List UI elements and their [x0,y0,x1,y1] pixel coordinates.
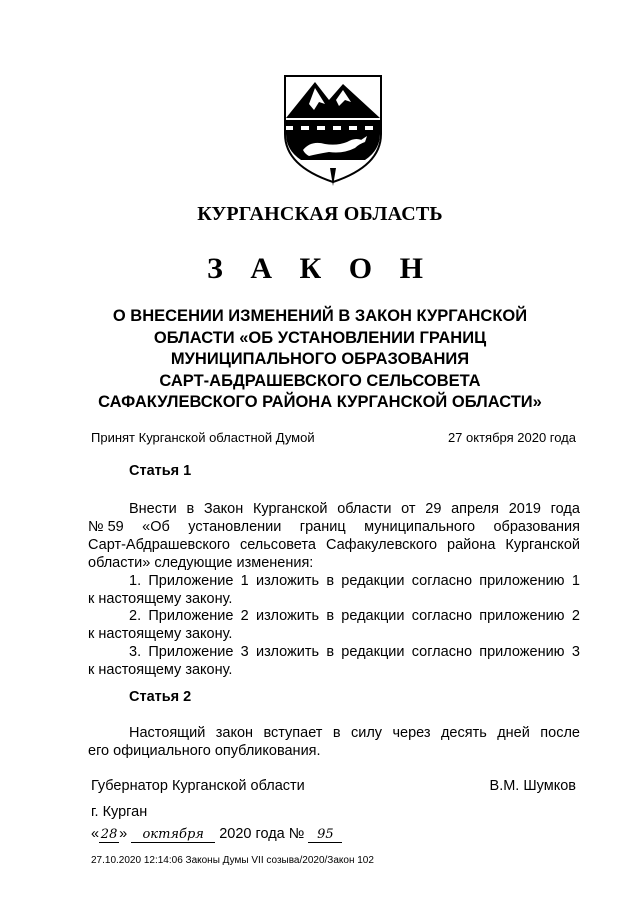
subtitle-line: О ВНЕСЕНИИ ИЗМЕНЕНИЙ В ЗАКОН КУРГАНСКОЙ [112,307,528,325]
year-text: 2020 года № [219,826,305,842]
governor-position: Губернатор Курганской области [91,778,305,794]
article-2-title: Статья 2 [129,689,192,705]
article-1-line: № 59 «Об установлении границ муниципального образования [88,518,580,535]
adopted-by-label: Принят Курганской областной Думой [91,430,315,445]
signing-date-line [91,826,342,843]
article-1-item-tail: к настоящему закону. [88,590,233,607]
article-1-line: Сарт-Абдрашевского сельсовета Сафакулевского района Курганской [88,536,580,553]
handwritten-month: октября [131,827,215,843]
article-2-body [88,725,580,761]
subtitle-line: САРТ-АБДРАШЕВСКОГО СЕЛЬСОВЕТА [159,371,481,390]
open-quote: « [91,826,100,842]
law-subtitle [80,306,560,414]
article-1-item-tail: к настоящему закону. [88,662,233,679]
article-1-item: 3. Приложение 3 изложить в редакции согласно приложению 3 [129,644,580,661]
region-title: КУРГАНСКАЯ ОБЛАСТЬ [197,203,443,225]
article-2-line: Настоящий закон вступает в силу через десять дней после [129,725,580,741]
handwritten-number: 95 [308,827,342,843]
article-1-line: Внести в Закон Курганской области от 29 апреля 2019 года [129,501,580,517]
article-2-line: его официального опубликования. [88,742,321,759]
governor-name: В.М. Шумков [489,778,576,794]
subtitle-line: ОБЛАСТИ «ОБ УСТАНОВЛЕНИИ ГРАНИЦ [153,328,487,347]
city-name: г. Курган [91,804,148,820]
article-1-item: 2. Приложение 2 изложить в редакции согласно приложению 2 [129,608,580,625]
adopted-date: 27 октября 2020 года [447,430,576,445]
article-1-item: 1. Приложение 1 изложить в редакции согласно приложению 1 [129,572,580,589]
article-1-title: Статья 1 [129,463,192,479]
article-1-body [88,501,580,680]
handwritten-day: 28 [100,827,118,842]
article-1-line: области» следующие изменения: [88,554,314,571]
document-type-title: З А К О Н [207,252,433,285]
close-quote: » [119,826,128,842]
subtitle-line: САФАКУЛЕВСКОГО РАЙОНА КУРГАНСКОЙ ОБЛАСТИ» [98,393,542,411]
document-footer: 27.10.2020 12:14:06 Законы Думы VII созыва/2020/Закон 102 [91,855,374,866]
article-1-item-tail: к настоящему закону. [88,626,233,643]
coat-of-arms-emblem [281,70,385,188]
subtitle-line: МУНИЦИПАЛЬНОГО ОБРАЗОВАНИЯ [170,350,470,368]
